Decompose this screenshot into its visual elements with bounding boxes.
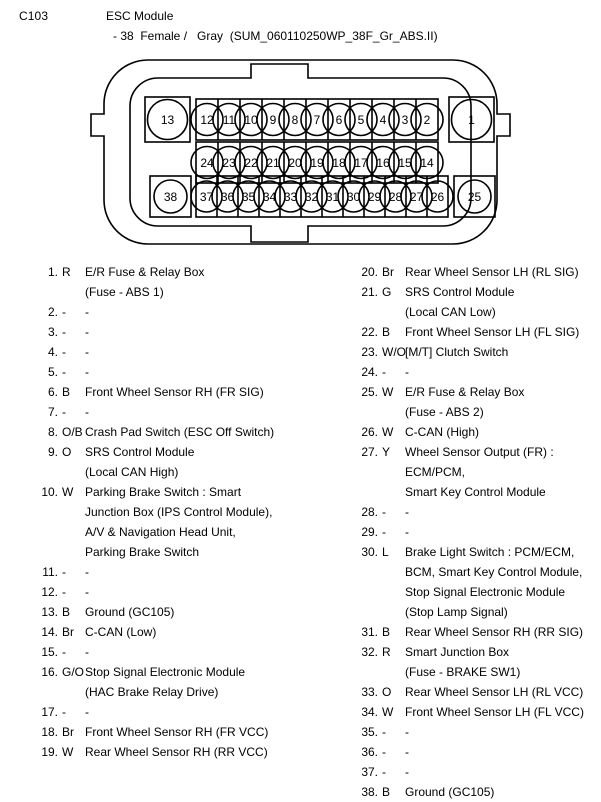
pin-entry-row bbox=[0, 642, 300, 662]
pin-number: 5. bbox=[47, 365, 58, 379]
pin-description: - bbox=[405, 725, 409, 739]
connector-code: C103 bbox=[19, 9, 49, 23]
pin-description: - bbox=[85, 705, 89, 719]
pin-number: 24. bbox=[361, 365, 378, 379]
pin-number: 2. bbox=[47, 305, 58, 319]
pin-label-34: 34 bbox=[262, 190, 277, 204]
pin-number: 33. bbox=[361, 685, 378, 699]
pin-entry-row bbox=[300, 362, 601, 382]
pin-number: 13. bbox=[41, 605, 58, 619]
pin-entry-row bbox=[0, 602, 300, 622]
pin-description: Front Wheel Sensor LH (FL VCC) bbox=[405, 705, 584, 719]
pin-number: 29. bbox=[361, 525, 378, 539]
pin-wire-color: - bbox=[62, 645, 66, 659]
pin-label-36: 36 bbox=[220, 190, 235, 204]
pin-label-7: 7 bbox=[313, 113, 321, 127]
pin-label-8: 8 bbox=[291, 113, 299, 127]
pin-wire-color: B bbox=[382, 625, 391, 639]
pin-entry-row bbox=[300, 782, 601, 802]
pin-wire-color: - bbox=[382, 365, 386, 379]
pin-wire-color: L bbox=[382, 545, 389, 559]
pin-entry-row bbox=[0, 362, 300, 382]
pin-cell-25 bbox=[454, 176, 495, 217]
pin-entry-continuation bbox=[0, 682, 300, 702]
pin-number: 17. bbox=[41, 705, 58, 719]
connector-header bbox=[0, 0, 601, 55]
pin-label-38: 38 bbox=[163, 190, 178, 204]
pin-description: SRS Control Module bbox=[405, 285, 515, 299]
pin-number: 14. bbox=[41, 625, 58, 639]
pin-label-2: 2 bbox=[423, 113, 431, 127]
pin-entry-row bbox=[300, 702, 601, 722]
pin-description: - bbox=[85, 365, 89, 379]
pin-label-1: 1 bbox=[468, 113, 475, 127]
pin-label-12: 12 bbox=[200, 113, 214, 127]
pin-wire-color: W/O bbox=[382, 345, 406, 359]
pin-number: 1. bbox=[47, 265, 58, 279]
connector-spec: - 38 Female / Gray (SUM_060110250WP_38F_Gr_ABS.II) bbox=[113, 29, 438, 43]
pin-description: (Fuse - ABS 1) bbox=[85, 285, 164, 299]
pin-description: SRS Control Module bbox=[85, 445, 195, 459]
pin-number: 10. bbox=[41, 485, 58, 499]
pin-number: 25. bbox=[361, 385, 378, 399]
pin-number: 28. bbox=[361, 505, 378, 519]
pin-label-10: 10 bbox=[244, 113, 258, 127]
pin-number: 34. bbox=[361, 705, 378, 719]
pin-number: 35. bbox=[361, 725, 378, 739]
pin-entry-row bbox=[0, 262, 300, 282]
pin-wire-color: R bbox=[62, 265, 71, 279]
pin-entry-continuation bbox=[0, 462, 300, 482]
pin-wire-color: - bbox=[62, 305, 66, 319]
pin-description: - bbox=[405, 765, 409, 779]
pin-label-37: 37 bbox=[199, 190, 214, 204]
pin-wire-color: B bbox=[62, 605, 71, 619]
pin-description: - bbox=[405, 365, 409, 379]
pin-description: - bbox=[85, 585, 89, 599]
connector-svg bbox=[0, 52, 601, 252]
pin-entry-continuation bbox=[0, 282, 300, 302]
pin-number: 18. bbox=[41, 725, 58, 739]
pin-entry-continuation bbox=[300, 482, 601, 502]
pin-wire-color: Br bbox=[62, 625, 74, 639]
pin-number: 31. bbox=[361, 625, 378, 639]
pin-entry-continuation bbox=[300, 602, 601, 622]
pin-entry-row bbox=[0, 482, 300, 502]
pin-entry-row bbox=[0, 302, 300, 322]
pin-label-6: 6 bbox=[335, 113, 343, 127]
pin-entry-row bbox=[300, 422, 601, 442]
pin-number: 32. bbox=[361, 645, 378, 659]
pin-entry-row bbox=[300, 722, 601, 742]
pin-entry-row bbox=[0, 562, 300, 582]
pin-entry-row bbox=[0, 342, 300, 362]
pin-label-17: 17 bbox=[354, 156, 368, 170]
pin-description: (HAC Brake Relay Drive) bbox=[85, 685, 219, 699]
pin-entry-row bbox=[0, 582, 300, 602]
pin-entry-row bbox=[300, 542, 601, 562]
pin-label-20: 20 bbox=[288, 156, 302, 170]
pin-entry-row bbox=[300, 262, 601, 282]
pin-label-14: 14 bbox=[420, 156, 434, 170]
pin-entry-row bbox=[300, 622, 601, 642]
module-name: ESC Module bbox=[106, 9, 174, 23]
pin-label-24: 24 bbox=[200, 156, 214, 170]
pin-label-29: 29 bbox=[367, 190, 382, 204]
pin-entry-row bbox=[0, 442, 300, 462]
pin-label-13: 13 bbox=[160, 113, 175, 127]
pin-description: Front Wheel Sensor RH (FR VCC) bbox=[85, 725, 269, 739]
pin-label-23: 23 bbox=[222, 156, 236, 170]
pin-description: - bbox=[85, 645, 89, 659]
pin-wire-color: - bbox=[62, 365, 66, 379]
pin-entry-continuation bbox=[300, 562, 601, 582]
pin-assignment-list bbox=[0, 262, 601, 799]
pin-description: BCM, Smart Key Control Module, bbox=[405, 565, 583, 579]
pin-description: (Local CAN High) bbox=[85, 465, 179, 479]
pin-label-25: 25 bbox=[467, 190, 482, 204]
pin-label-35: 35 bbox=[241, 190, 256, 204]
pin-cell-13 bbox=[145, 97, 190, 142]
pin-description: C-CAN (Low) bbox=[85, 625, 157, 639]
pin-number: 26. bbox=[361, 425, 378, 439]
pin-wire-color: O/B bbox=[62, 425, 83, 439]
pin-description: Parking Brake Switch : Smart bbox=[85, 485, 242, 499]
pin-number: 19. bbox=[41, 745, 58, 759]
pin-entry-continuation bbox=[0, 542, 300, 562]
pin-wire-color: - bbox=[382, 745, 386, 759]
pin-number: 8. bbox=[47, 425, 58, 439]
pin-entry-continuation bbox=[300, 302, 601, 322]
pin-number: 20. bbox=[361, 265, 378, 279]
pin-number: 21. bbox=[361, 285, 378, 299]
pin-entry-row bbox=[300, 322, 601, 342]
pin-description: Rear Wheel Sensor RH (RR VCC) bbox=[85, 745, 268, 759]
pin-wire-color: O bbox=[62, 445, 72, 459]
pin-list-column-right bbox=[300, 262, 601, 802]
pin-description: - bbox=[85, 405, 89, 419]
pin-description: (Stop Lamp Signal) bbox=[405, 605, 508, 619]
pin-wire-color: G bbox=[382, 285, 392, 299]
pin-entry-row bbox=[0, 722, 300, 742]
pin-description: Crash Pad Switch (ESC Off Switch) bbox=[85, 425, 275, 439]
pin-description: Rear Wheel Sensor LH (RL SIG) bbox=[405, 265, 579, 279]
pin-entry-row bbox=[0, 702, 300, 722]
pin-label-19: 19 bbox=[310, 156, 324, 170]
pin-number: 11. bbox=[42, 565, 58, 579]
pin-wire-color: - bbox=[62, 405, 66, 419]
pin-description: - bbox=[85, 345, 89, 359]
pin-wire-color: W bbox=[62, 485, 74, 499]
pin-entry-row bbox=[300, 742, 601, 762]
connector-diagram bbox=[0, 52, 601, 252]
pin-description: - bbox=[405, 525, 409, 539]
pin-description: (Local CAN Low) bbox=[405, 305, 496, 319]
pin-description: Wheel Sensor Output (FR) : bbox=[405, 445, 554, 459]
pin-entry-row bbox=[0, 322, 300, 342]
pin-number: 15. bbox=[41, 645, 58, 659]
pin-label-9: 9 bbox=[269, 113, 277, 127]
pin-description: E/R Fuse & Relay Box bbox=[85, 265, 205, 279]
pin-list-column-left bbox=[0, 262, 300, 762]
pin-number: 9. bbox=[47, 445, 58, 459]
pin-description: Ground (GC105) bbox=[405, 785, 495, 799]
pin-number: 37. bbox=[361, 765, 378, 779]
pin-entry-row bbox=[300, 342, 601, 362]
pin-label-30: 30 bbox=[346, 190, 361, 204]
pin-label-28: 28 bbox=[388, 190, 403, 204]
pin-label-16: 16 bbox=[376, 156, 390, 170]
pin-entry-continuation bbox=[300, 662, 601, 682]
pin-label-26: 26 bbox=[430, 190, 445, 204]
pin-number: 4. bbox=[47, 345, 58, 359]
pin-description: ECM/PCM, bbox=[405, 465, 465, 479]
pin-wire-color: - bbox=[62, 565, 66, 579]
pin-cell-38 bbox=[150, 176, 191, 217]
pin-wire-color: - bbox=[382, 765, 386, 779]
pin-wire-color: R bbox=[382, 645, 391, 659]
pin-wire-color: Br bbox=[62, 725, 74, 739]
pin-entry-row bbox=[0, 622, 300, 642]
pin-number: 36. bbox=[361, 745, 378, 759]
pin-wire-color: Y bbox=[382, 445, 391, 459]
pin-wire-color: - bbox=[62, 345, 66, 359]
pin-label-15: 15 bbox=[398, 156, 412, 170]
pin-description: Front Wheel Sensor RH (FR SIG) bbox=[85, 385, 264, 399]
pin-description: Smart Junction Box bbox=[405, 645, 510, 659]
pin-entry-row bbox=[0, 382, 300, 402]
pin-description: Rear Wheel Sensor LH (RL VCC) bbox=[405, 685, 584, 699]
pin-wire-color: - bbox=[62, 705, 66, 719]
pin-row-bottom bbox=[191, 176, 453, 217]
pin-entry-row bbox=[300, 502, 601, 522]
pin-row-top bbox=[191, 99, 443, 140]
pin-entry-continuation bbox=[300, 462, 601, 482]
pin-entry-continuation bbox=[0, 522, 300, 542]
pin-entry-continuation bbox=[300, 402, 601, 422]
pin-description: (Fuse - BRAKE SW1) bbox=[405, 665, 521, 679]
pin-wire-color: Br bbox=[382, 265, 394, 279]
pin-description: Ground (GC105) bbox=[85, 605, 175, 619]
pin-description: - bbox=[405, 745, 409, 759]
pin-label-18: 18 bbox=[332, 156, 346, 170]
pin-wire-color: W bbox=[382, 385, 394, 399]
pin-description: Parking Brake Switch bbox=[85, 545, 200, 559]
pin-wire-color: W bbox=[62, 745, 74, 759]
pin-wire-color: W bbox=[382, 705, 394, 719]
pin-entry-continuation bbox=[300, 582, 601, 602]
pin-wire-color: B bbox=[382, 325, 391, 339]
pin-number: 3. bbox=[47, 325, 58, 339]
pin-number: 7. bbox=[47, 405, 58, 419]
pin-description: [M/T] Clutch Switch bbox=[405, 345, 509, 359]
pin-number: 12. bbox=[41, 585, 58, 599]
pin-entry-continuation bbox=[0, 502, 300, 522]
pin-number: 6. bbox=[47, 385, 58, 399]
pin-description: - bbox=[85, 565, 89, 579]
pin-description: - bbox=[85, 325, 89, 339]
pin-entry-row bbox=[300, 762, 601, 782]
pin-label-4: 4 bbox=[379, 113, 387, 127]
pin-entry-row bbox=[300, 282, 601, 302]
pin-description: A/V & Navigation Head Unit, bbox=[85, 525, 236, 539]
pin-entry-row bbox=[0, 742, 300, 762]
pin-entry-row bbox=[300, 382, 601, 402]
pin-label-3: 3 bbox=[401, 113, 409, 127]
pin-wire-color: - bbox=[382, 505, 386, 519]
pin-entry-row bbox=[300, 442, 601, 462]
pin-wire-color: - bbox=[62, 585, 66, 599]
pin-number: 30. bbox=[361, 545, 378, 559]
pin-wire-color: G/O bbox=[62, 665, 85, 679]
pin-wire-color: - bbox=[382, 725, 386, 739]
pin-wire-color: - bbox=[382, 525, 386, 539]
pin-label-32: 32 bbox=[304, 190, 319, 204]
pin-description: E/R Fuse & Relay Box bbox=[405, 385, 525, 399]
pin-wire-color: - bbox=[62, 325, 66, 339]
pin-description: Smart Key Control Module bbox=[405, 485, 546, 499]
pin-wire-color: B bbox=[62, 385, 71, 399]
pin-description: - bbox=[405, 505, 409, 519]
pin-description: - bbox=[85, 305, 89, 319]
pin-entry-row bbox=[0, 662, 300, 682]
pin-number: 38. bbox=[361, 785, 378, 799]
pin-entry-row bbox=[0, 422, 300, 442]
pin-number: 22. bbox=[361, 325, 378, 339]
pin-number: 27. bbox=[361, 445, 378, 459]
pin-description: C-CAN (High) bbox=[405, 425, 480, 439]
pin-number: 16. bbox=[41, 665, 58, 679]
pin-label-22: 22 bbox=[244, 156, 258, 170]
pin-entry-row bbox=[300, 642, 601, 662]
pin-description: Stop Signal Electronic Module bbox=[405, 585, 566, 599]
pin-label-5: 5 bbox=[357, 113, 365, 127]
pin-wire-color: O bbox=[382, 685, 392, 699]
pin-description: Stop Signal Electronic Module bbox=[85, 665, 246, 679]
pin-label-31: 31 bbox=[325, 190, 340, 204]
pin-number: 23. bbox=[361, 345, 378, 359]
pin-wire-color: B bbox=[382, 785, 391, 799]
pin-entry-row bbox=[300, 522, 601, 542]
pin-description: Junction Box (IPS Control Module), bbox=[85, 505, 273, 519]
pin-description: Front Wheel Sensor LH (FL SIG) bbox=[405, 325, 580, 339]
pin-entry-row bbox=[300, 682, 601, 702]
pin-label-11: 11 bbox=[222, 113, 236, 127]
pin-label-33: 33 bbox=[283, 190, 298, 204]
pin-label-21: 21 bbox=[266, 156, 280, 170]
pin-description: Brake Light Switch : PCM/ECM, bbox=[405, 545, 575, 559]
pin-wire-color: W bbox=[382, 425, 394, 439]
pin-description: Rear Wheel Sensor RH (RR SIG) bbox=[405, 625, 584, 639]
pin-description: (Fuse - ABS 2) bbox=[405, 405, 484, 419]
pin-label-27: 27 bbox=[409, 190, 424, 204]
pin-entry-row bbox=[0, 402, 300, 422]
